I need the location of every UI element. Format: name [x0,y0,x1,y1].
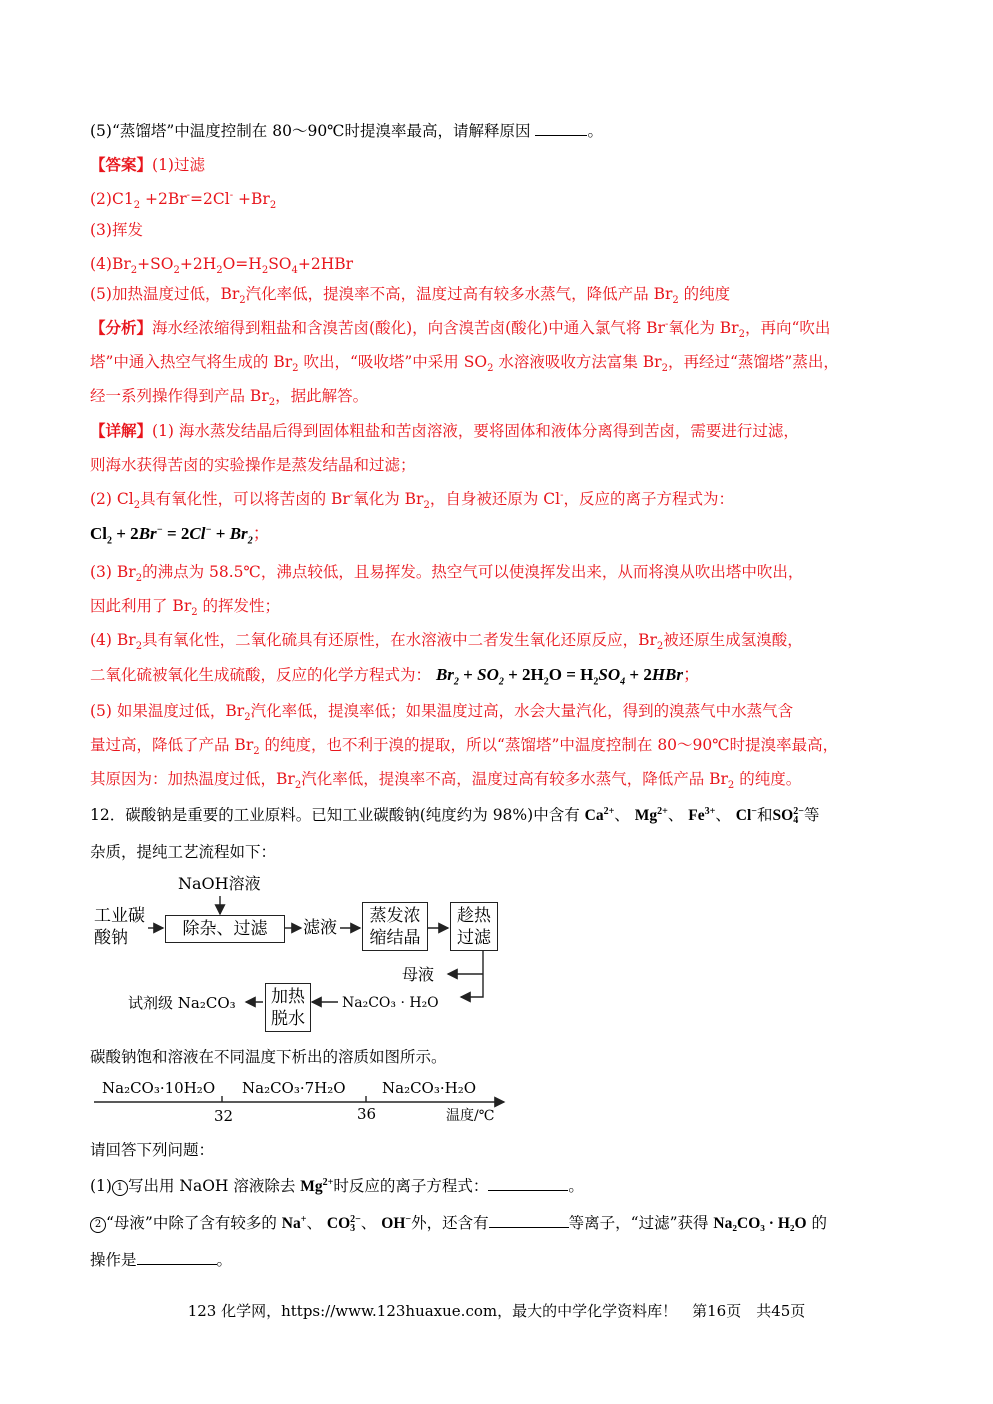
equation-2: $Cl_2 + 2Br^- = 2Cl^- + Br_2$； [90,524,270,547]
label-sodium-carbonate-monohydrate: Na₂CO₃ · H₂O [342,995,439,1011]
segment-heptahydrate: Na₂CO₃·7H₂O [242,1079,346,1097]
question-12-line-2: 杂质，提纯工艺流程如下： [90,843,277,861]
circled-number-icon: 1 [112,1180,128,1196]
detail-4-line-1: (4) $Br_2$具有氧化性，二氧化硫具有还原性，在水溶液中二者发生氧化还原反应，$Br_2$被还原生成氢溴酸， [90,631,803,653]
detail-3-line-1: (3) $Br_2$的沸点为 58.5℃，沸点较低，且易挥发。热空气可以使溴挥发出来，从而将溴从吹出塔中吹出， [90,563,804,585]
label-naoh-solution: NaOH溶液 [178,874,261,893]
solubility-note: 碳酸钠饱和溶液在不同温度下析出的溶质如图所示。 [90,1048,447,1066]
detail-5-line-3: 其原因为：加热温度过低，$Br_2$汽化率低，提溴率不高，温度过高有较多水蒸气，降低产品 $Br_2$ 的纯度。 [90,770,802,792]
detail-3-line-2: 因此利用了 $Br_2$ 的挥发性； [90,597,281,619]
box-evaporate-crystallize: 蒸发浓 缩结晶 [362,902,428,951]
question-5: (5)“蒸馏塔”中温度控制在 80～90℃时提溴率最高，请解释原因 。 [90,122,603,140]
answer-2: $(2)C1_2 +2Br^-=2Cl^- +Br_2$ [90,189,277,212]
detail-5-line-1: (5) 如果温度过低，$Br_2$汽化率低，提溴率低；如果温度过高，水会大量汽化，得到的溴蒸气中水蒸气含 [90,702,794,724]
equation-4: $Br_2 + SO_2 + 2H_2O = H_2SO_4 + 2HBr$； [435,665,701,688]
detail-1-line-1: 【详解】(1) 海水蒸发结晶后得到固体粗盐和苦卤溶液，要将固体和液体分离得到苦卤，需要进行过滤， [90,421,799,440]
analysis-line-1: 【分析】海水经浓缩得到粗盐和含溴苦卤(酸化)，向含溴苦卤(酸化)中通入氯气将 Br-氧化为 $Br_2$，再向“吹出 [90,318,831,341]
label-industrial-soda: 工业碳 酸钠 [94,906,145,948]
answer-1: 【答案】(1)过滤 [90,155,205,174]
detail-4-line-2: 二氧化硫被氧化生成硫酸，反应的化学方程式为： $Br_2 + SO_2 + 2H_2O = H_2SO_4 + 2HBr$； [90,665,701,688]
label-reagent-grade-product: 试剂级 Na₂CO₃ [128,994,236,1012]
answer-blank [535,121,587,136]
answer-blank [489,1213,569,1228]
tick-label-36: 36 [357,1105,377,1123]
page-footer: 123 化学网，https://www.123huaxue.com，最大的中学化学资料库！ 第16页 共45页 [187,1302,806,1320]
tick-label-32: 32 [214,1107,234,1125]
axis-unit-label: 温度/℃ [446,1108,495,1124]
answer-blank [137,1250,217,1265]
box-hot-filter: 趁热 过滤 [450,902,498,951]
box-heat-dehydrate: 加热 脱水 [265,983,311,1032]
label-filtrate: 滤液 [303,918,337,938]
sub-question-1: (1) 1 写出用 NaOH 溶液除去 $Mg^{2+}$时反应的离子方程式： 。 [90,1176,584,1195]
answer-3: (3)挥发 [90,221,143,239]
box-purify-filter: 除杂、过滤 [165,915,285,943]
process-flowchart [90,872,510,1042]
detail-5-line-2: 量过高，降低了产品 $Br_2$ 的纯度，也不利于溴的提取，所以“蒸馏塔”中温度控制在 80～90℃时提溴率最高， [90,736,839,758]
detail-1-line-2: 则海水获得苦卤的实验操作是蒸发结晶和过滤； [90,456,416,474]
circled-number-icon: 2 [90,1217,106,1233]
question-12-line-1: 12．碳酸钠是重要的工业原料。已知工业碳酸钠(纯度约为 98%)中含有 $Ca^{2+}$、 $Mg^{2+}$、 $Fe^{3+}$、 Cl−和SO 2− 4 等 [90,805,820,826]
analysis-line-3: 经一系列操作得到产品 $Br_2$，据此解答。 [90,387,369,409]
answer-4: $(4)Br_2+SO_2+2H_2O=H_2SO_4+2HBr$ [90,255,354,277]
sub-question-2-line-2: 操作是 。 [90,1251,233,1269]
analysis-line-2: 塔”中通入热空气将生成的 $Br_2$ 吹出，“吸收塔”中采用 $SO_2$ 水溶液吸收方法富集 $Br_2$，再经过“蒸馏塔”蒸出， [90,353,839,375]
please-answer: 请回答下列问题： [90,1141,215,1159]
segment-decahydrate: Na₂CO₃·10H₂O [102,1079,216,1097]
label-mother-liquor: 母液 [402,965,435,984]
segment-monohydrate: Na₂CO₃·H₂O [382,1079,477,1097]
answer-5: (5)加热温度过低，$Br_2$汽化率低，提溴率不高，温度过高有较多水蒸气，降低产品 $Br_2$ 的纯度 [90,285,731,307]
temperature-axis-diagram [90,1076,510,1132]
detail-2: (2) $Cl_2$具有氧化性，可以将苦卤的 Br-氧化为 $Br_2$，自身被还原为 Cl-，反应的离子方程式为： [90,489,734,512]
sub-question-2-line-1: 2 “母液”中除了含有较多的 Na+、 CO 2− 3 、 OH−外，还含有 等离子，“过滤”获得 Na₂CO₃ · H₂O 的 [90,1213,827,1234]
answer-blank [488,1176,568,1191]
